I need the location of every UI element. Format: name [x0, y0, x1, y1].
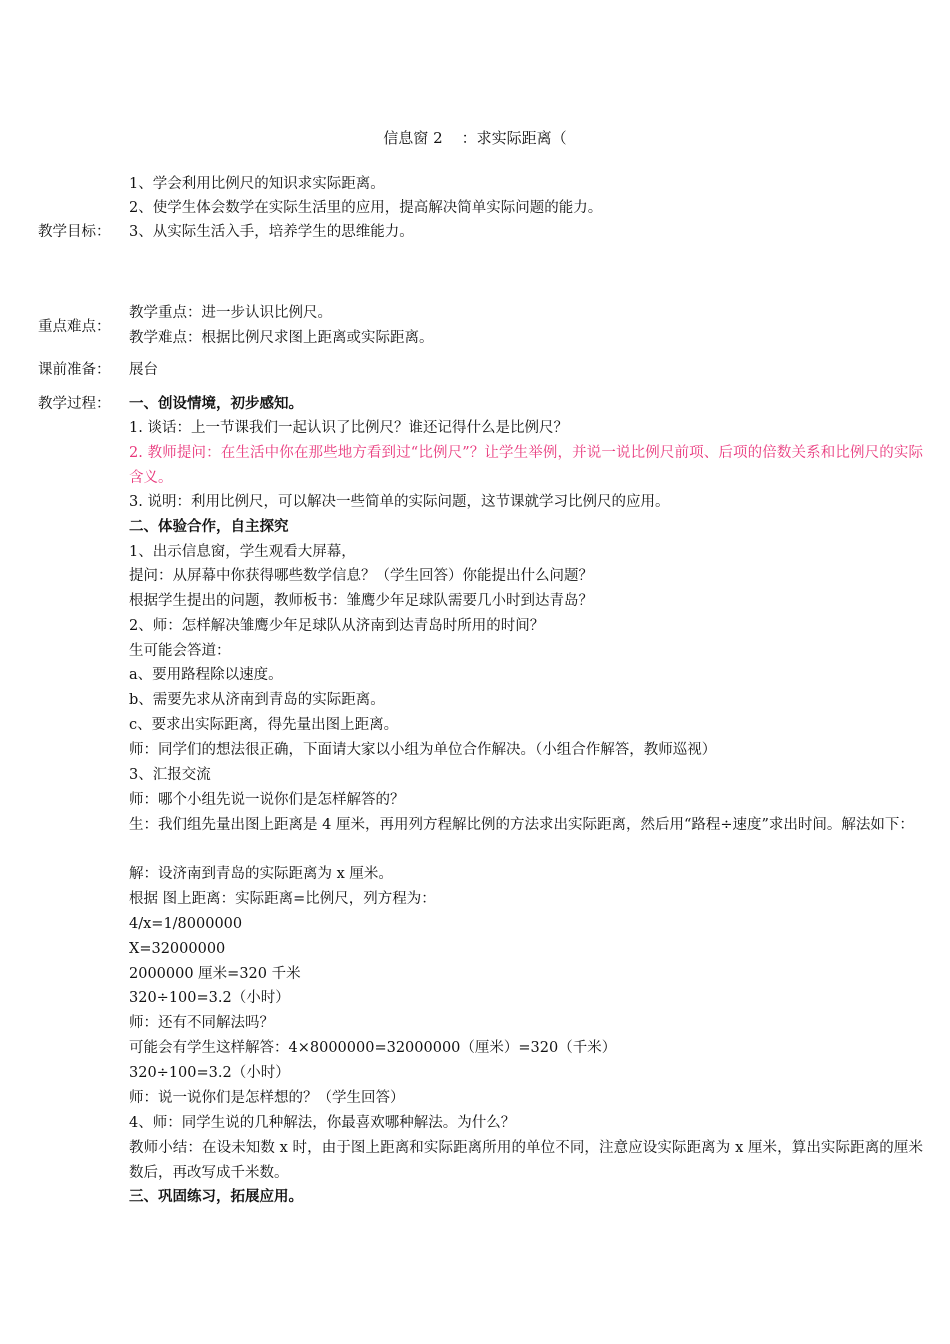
step-2-23: 4、师：同学生说的几种解法，你最喜欢哪种解法。为什么？ — [129, 1115, 516, 1131]
equation-4: 320÷100=3.2（小时） — [129, 990, 290, 1006]
step-2-22: 师：说一说你们是怎样想的？（学生回答） — [129, 1090, 405, 1106]
step-2-19: 师：还有不同解法吗？ — [129, 1015, 274, 1031]
key-points-label: 重点难点： — [38, 319, 111, 335]
step-2-11: 师：哪个小组先说一说你们是怎样解答的？ — [129, 792, 405, 808]
step-2-10: 3、汇报交流 — [129, 767, 211, 783]
step-1-1: 1. 谈话：上一节课我们一起认识了比例尺？谁还记得什么是比例尺？ — [129, 420, 568, 436]
step-2-1: 1、出示信息窗，学生观看大屏幕， — [129, 544, 356, 560]
preparation-label: 课前准备： — [38, 362, 111, 378]
step-2-5: 生可能会答道： — [129, 643, 231, 659]
step-2-4: 2、师：怎样解决雏鹰少年足球队从济南到达青岛时所用的时间？ — [129, 618, 545, 634]
step-2-3: 根据学生提出的问题，教师板书：雏鹰少年足球队需要几小时到达青岛？ — [129, 593, 593, 609]
step-2-14: 根据 图上距离：实际距离=比例尺，列方程为： — [129, 891, 436, 907]
step-2-2: 提问：从屏幕中你获得哪些数学信息？（学生回答）你能提出什么问题？ — [129, 568, 593, 584]
step-2-12: 生：我们组先量出图上距离是 4 厘米，再用列方程解比例的方法求出实际距离，然后用“路程÷速度”求出时间。解法如下： — [129, 817, 914, 833]
preparation-value: 展台 — [129, 362, 158, 378]
process-label: 教学过程： — [38, 396, 111, 412]
step-2-8: c、要求出实际距离，得先量出图上距离。 — [129, 717, 399, 733]
step-2-20: 可能会有学生这样解答：4×8000000=32000000（厘米）=320（千米） — [129, 1040, 617, 1056]
section-1-heading: 一、创设情境，初步感知。 — [129, 395, 303, 412]
section-3-heading: 三、巩固练习，拓展应用。 — [129, 1188, 303, 1205]
teacher-summary: 教师小结：在设未知数 x 时，由于图上距离和实际距离所用的单位不同，注意应设实际距离为 x 厘米，算出实际距离的厘米数后，再改写成千米数。 — [129, 1140, 923, 1181]
objectives-item-1: 1、学会利用比例尺的知识求实际距离。 — [129, 176, 385, 192]
equation-5: 320÷100=3.2（小时） — [129, 1065, 290, 1081]
document-title: 信息窗 2 ：求实际距离（ — [383, 129, 567, 147]
key-points-focus: 教学重点：进一步认识比例尺。 — [129, 305, 332, 321]
step-2-9: 师：同学们的想法很正确，下面请大家以小组为单位合作解决。（小组合作解答，教师巡视） — [129, 742, 717, 758]
equation-3: 2000000 厘米=320 千米 — [129, 966, 301, 982]
objectives-item-3: 3、从实际生活入手，培养学生的思维能力。 — [129, 224, 414, 240]
section-2-heading: 二、体验合作，自主探究 — [129, 518, 289, 535]
step-2-13: 解：设济南到青岛的实际距离为 x 厘米。 — [129, 866, 393, 882]
step-2-6: a、要用路程除以速度。 — [129, 667, 283, 683]
step-2-7: b、需要先求从济南到青岛的实际距离。 — [129, 692, 385, 708]
equation-2: X=32000000 — [129, 941, 226, 957]
objectives-item-2: 2、使学生体会数学在实际生活里的应用，提高解决简单实际问题的能力。 — [129, 200, 603, 216]
key-points-difficulty: 教学难点：根据比例尺求图上距离或实际距离。 — [129, 330, 434, 346]
objectives-label: 教学目标： — [38, 224, 111, 240]
step-1-2-highlight: 2. 教师提问：在生活中你在那些地方看到过“比例尺”？让学生举例，并说一说比例尺前项、后项的倍数关系和比例尺的实际含义。 — [129, 445, 923, 486]
step-1-3: 3. 说明：利用比例尺，可以解决一些简单的实际问题，这节课就学习比例尺的应用。 — [129, 494, 670, 510]
equation-1: 4/x=1/8000000 — [129, 916, 243, 932]
